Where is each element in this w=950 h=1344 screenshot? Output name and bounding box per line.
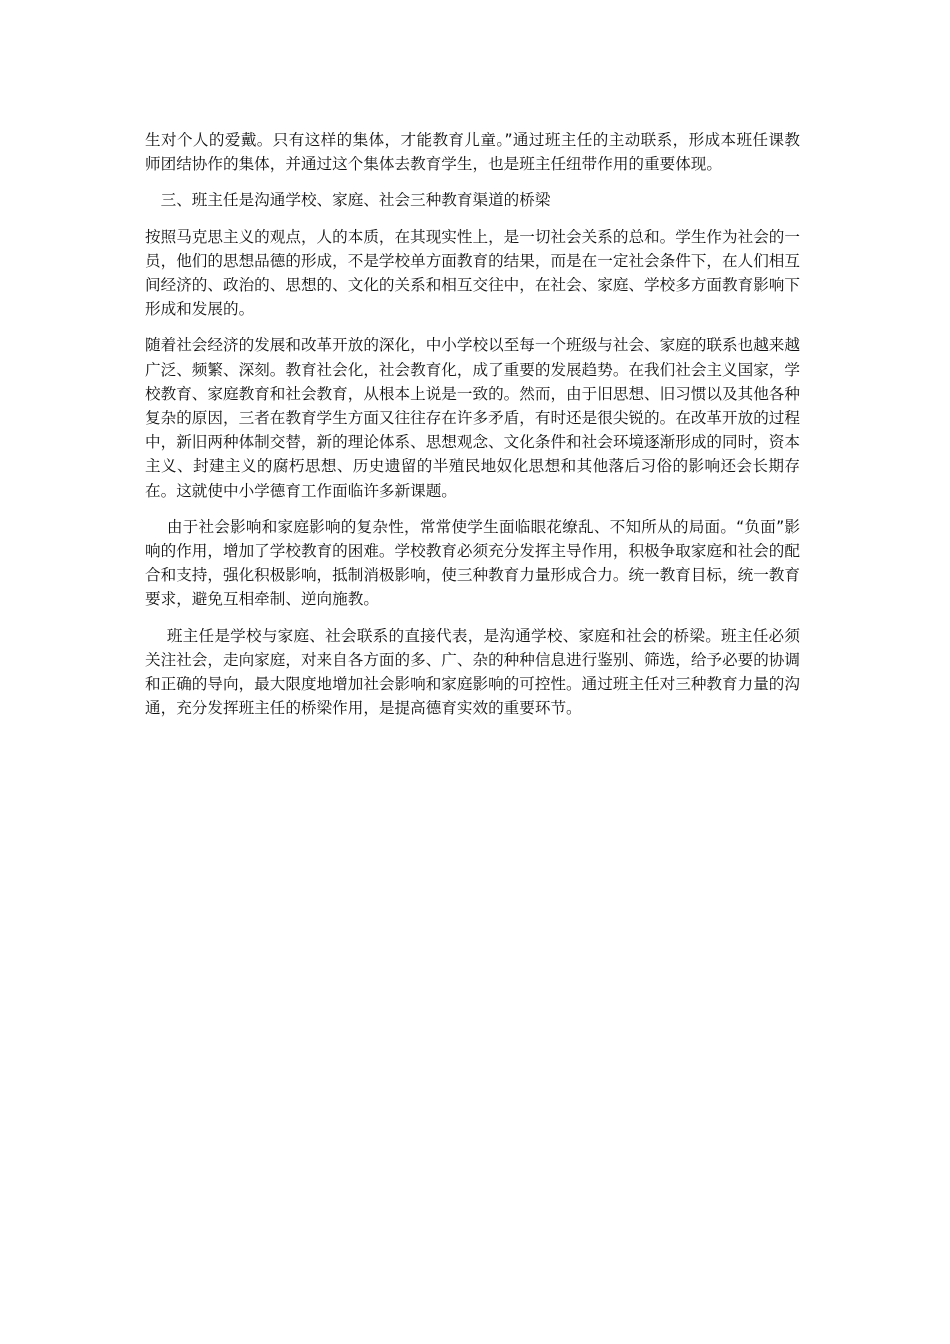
- paragraph-complexity: 由于社会影响和家庭影响的复杂性，常常使学生面临眼花缭乱、不知所从的局面。“负面”影响的作用，增加了学校教育的困难。学校教育必须充分发挥主导作用，积极争取家庭和社会的配合和支持，强化积极影响，抵制消极影响，使三种教育力量形成合力。统一教育目标，统一教育要求，避免互相牵制、逆向施教。: [145, 517, 800, 609]
- document-body: [145, 128, 800, 732]
- paragraph-social-development: 随着社会经济的发展和改革开放的深化，中小学校以至每一个班级与社会、家庭的联系也越来越广泛、频繁、深刻。教育社会化，社会教育化，成了重要的发展趋势。在我们社会主义国家，学校教育、家庭教育和社会教育，从根本上说是一致的。然而，由于旧思想、旧习惯以及其他各种复杂的原因，三者在教育学生方面又往往存在许多矛盾，有时还是很尖锐的。在改革开放的过程中，新旧两种体制交替，新的理论体系、思想观念、文化条件和社会环境逐渐形成的同时，资本主义、封建主义的腐朽思想、历史遗留的半殖民地奴化思想和其他落后习俗的影响还会长期存在。这就使中小学德育工作面临许多新课题。: [145, 336, 800, 500]
- section-heading: 三、班主任是沟通学校、家庭、社会三种教育渠道的桥梁: [160, 191, 551, 210]
- paragraph-continuation: 生对个人的爱戴。只有这样的集体，才能教育儿童。”通过班主任的主动联系，形成本班任课教师团结协作的集体，并通过这个集体去教育学生，也是班主任纽带作用的重要体现。: [145, 131, 800, 174]
- paragraph-bridge-role: 班主任是学校与家庭、社会联系的直接代表，是沟通学校、家庭和社会的桥梁。班主任必须关注社会，走向家庭，对来自各方面的多、广、杂的种种信息进行鉴别、筛选，给予必要的协调和正确的导向，最大限度地增加社会影响和家庭影响的可控性。通过班主任对三种教育力量的沟通，充分发挥班主任的桥梁作用，是提高德育实效的重要环节。: [145, 626, 800, 718]
- paragraph-marxist-view: 按照马克思主义的观点，人的本质，在其现实性上，是一切社会关系的总和。学生作为社会的一员，他们的思想品德的形成，不是学校单方面教育的结果，而是在一定社会条件下，在人们相互间经济的、政治的、思想的、文化的关系和相互交往中，在社会、家庭、学校多方面教育影响下形成和发展的。: [145, 227, 800, 319]
